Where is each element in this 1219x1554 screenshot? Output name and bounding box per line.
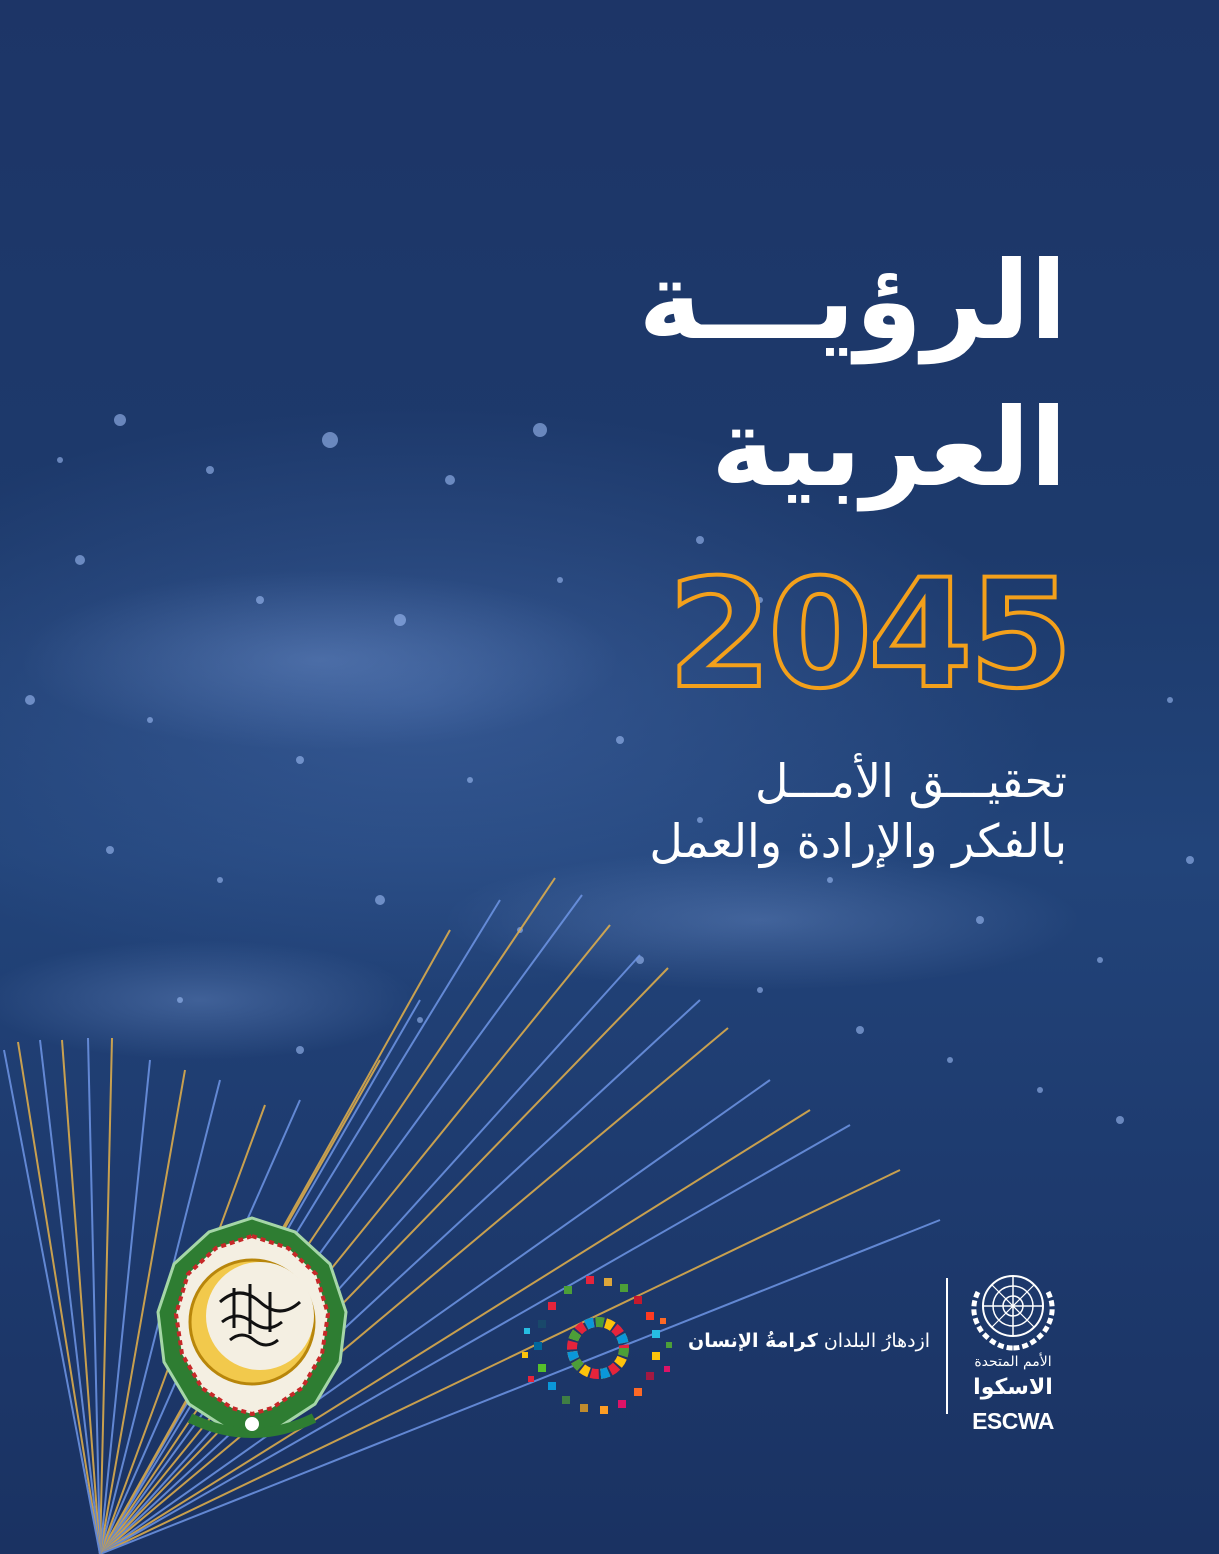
subtitle-line-2: بالفكر والإرادة والعمل bbox=[649, 814, 1067, 868]
subtitle-line-1: تحقيـــق الأمـــل bbox=[755, 754, 1067, 808]
un-name-arabic: الأمم المتحدة bbox=[974, 1354, 1052, 1370]
logo-divider bbox=[946, 1278, 948, 1414]
sdg-wheel bbox=[572, 1322, 624, 1374]
sdg-outer-squares bbox=[522, 1276, 672, 1414]
sdg-slogan bbox=[688, 1330, 938, 1352]
year-2045: 2045 bbox=[667, 548, 1069, 722]
slogan-plain: ازدهارُ البلدان bbox=[823, 1330, 931, 1352]
title-line-1: الرؤيـــة bbox=[638, 239, 1067, 364]
un-emblem-icon bbox=[960, 1262, 1066, 1352]
sdg-dots-logo-icon bbox=[520, 1268, 675, 1428]
escwa-name-arabic: الاسكوا bbox=[973, 1375, 1053, 1400]
arab-league-emblem-icon bbox=[150, 1212, 355, 1444]
title-line-2: العربية bbox=[711, 386, 1067, 511]
slogan-bold: كرامةُ الإنسان bbox=[688, 1330, 818, 1352]
escwa-name-english: ESCWA bbox=[972, 1408, 1054, 1434]
